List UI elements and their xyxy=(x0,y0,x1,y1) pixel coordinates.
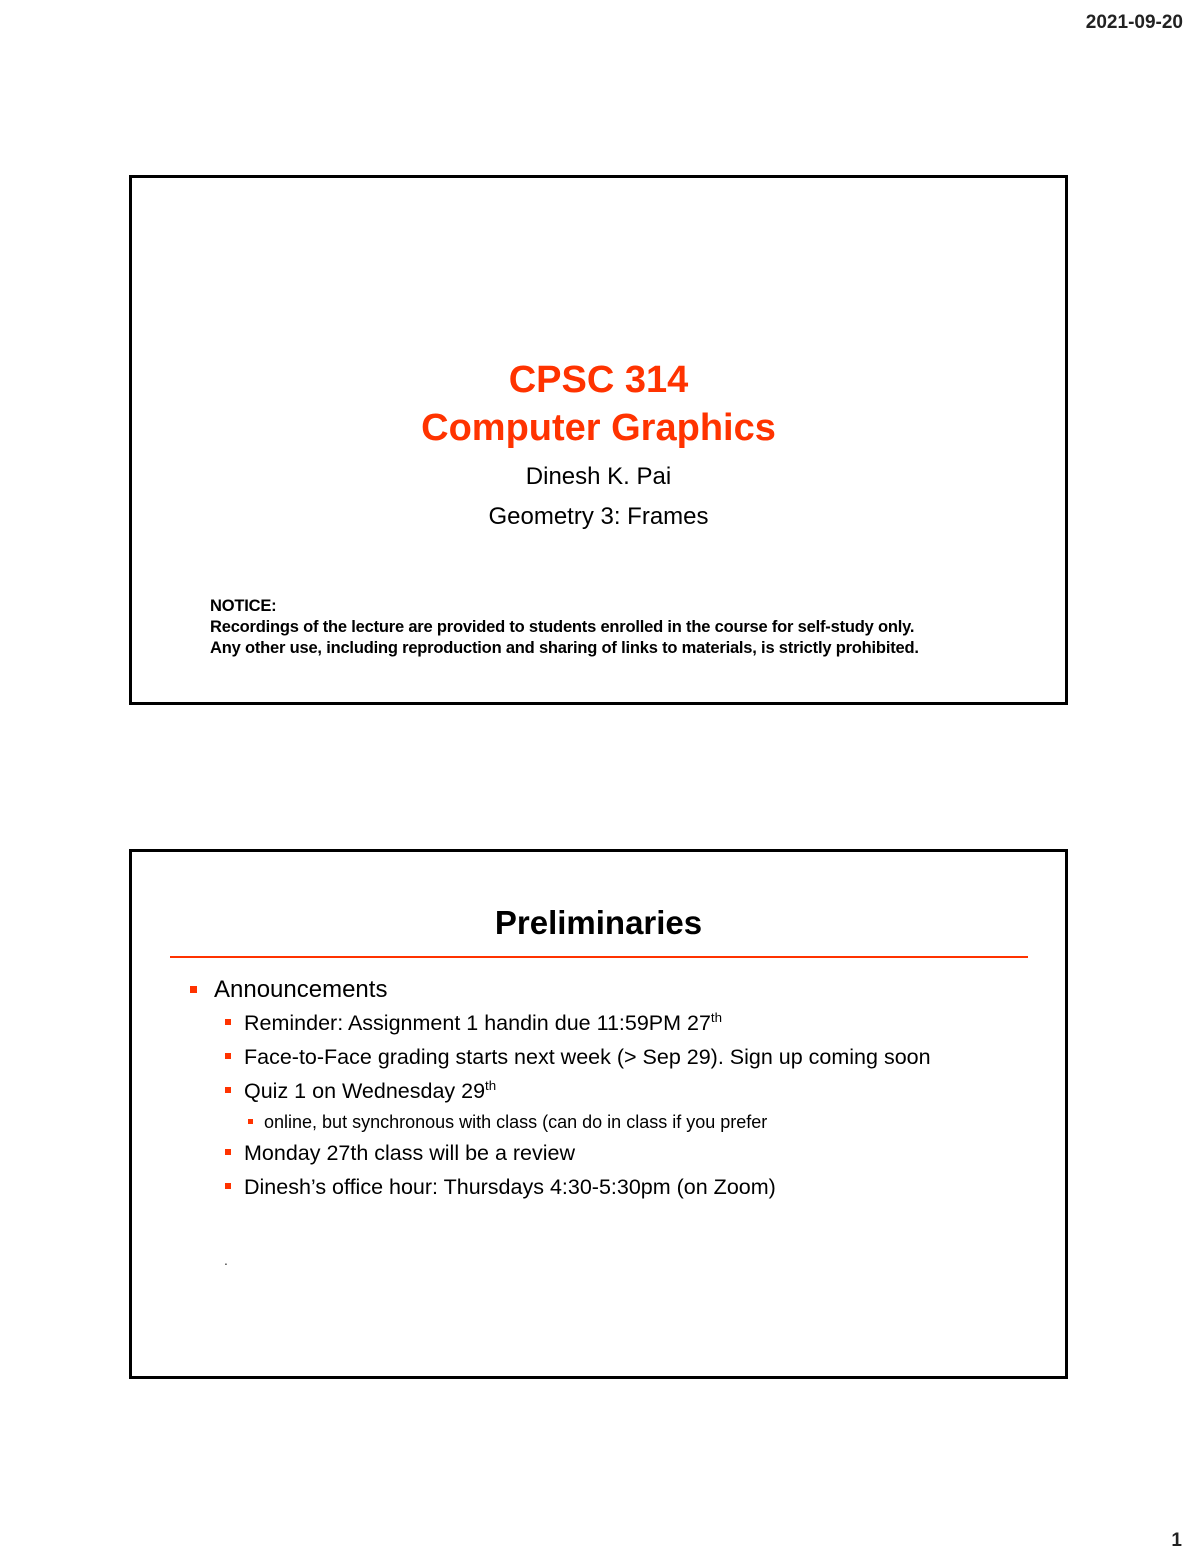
bullet-list xyxy=(188,974,1055,1204)
slide-title xyxy=(129,175,1068,705)
page-number: 1 xyxy=(1171,1530,1182,1551)
bullet-square-icon xyxy=(225,1183,231,1189)
bullet-text: Reminder: Assignment 1 handin due 11:59PM 27 xyxy=(244,1011,711,1035)
title-block xyxy=(132,356,1065,534)
bullet-office-hour xyxy=(188,1170,1055,1204)
title-underline xyxy=(170,956,1028,958)
bullet-grading xyxy=(188,1040,1055,1074)
bullet-text: Quiz 1 on Wednesday 29 xyxy=(244,1079,486,1103)
page-date: 2021-09-20 xyxy=(1085,12,1183,33)
bullet-text: Dinesh’s office hour: Thursdays 4:30-5:30pm (on Zoom) xyxy=(244,1175,776,1199)
author-name: Dinesh K. Pai xyxy=(525,463,672,490)
bullet-square-icon xyxy=(225,1019,231,1025)
superscript: th xyxy=(485,1078,497,1094)
bullet-square-icon xyxy=(225,1087,231,1093)
bullet-quiz xyxy=(188,1074,1055,1108)
slide-heading: Preliminaries xyxy=(494,904,703,941)
notice-heading: NOTICE: xyxy=(210,597,277,615)
notice-line-2: Any other use, including reproduction and sharing of links to materials, is strictly prohibited. xyxy=(210,639,919,657)
stray-mark: . xyxy=(224,1252,228,1268)
bullet-review xyxy=(188,1136,1055,1170)
slide-preliminaries xyxy=(129,849,1068,1379)
bullet-announcements xyxy=(188,974,1055,1006)
bullet-label: Announcements xyxy=(214,976,388,1003)
course-code: CPSC 314 xyxy=(508,359,689,401)
notice-block xyxy=(210,596,1045,659)
notice-line-1: Recordings of the lecture are provided to students enrolled in the course for self-study only. xyxy=(210,618,915,636)
bullet-square-icon xyxy=(190,986,197,993)
bullet-square-icon xyxy=(248,1119,253,1124)
bullet-square-icon xyxy=(225,1149,231,1155)
lecture-title: Geometry 3: Frames xyxy=(488,503,709,530)
bullet-reminder xyxy=(188,1006,1055,1040)
bullet-text: online, but synchronous with class (can do in class if you prefer xyxy=(264,1112,768,1132)
course-name: Computer Graphics xyxy=(421,407,776,449)
superscript: th xyxy=(710,1010,723,1026)
bullet-text: Face-to-Face grading starts next week (> Sep 29). Sign up coming soon xyxy=(244,1045,931,1069)
bullet-quiz-detail xyxy=(188,1108,1055,1136)
bullet-square-icon xyxy=(225,1053,231,1059)
bullet-text: Monday 27th class will be a review xyxy=(244,1141,576,1165)
